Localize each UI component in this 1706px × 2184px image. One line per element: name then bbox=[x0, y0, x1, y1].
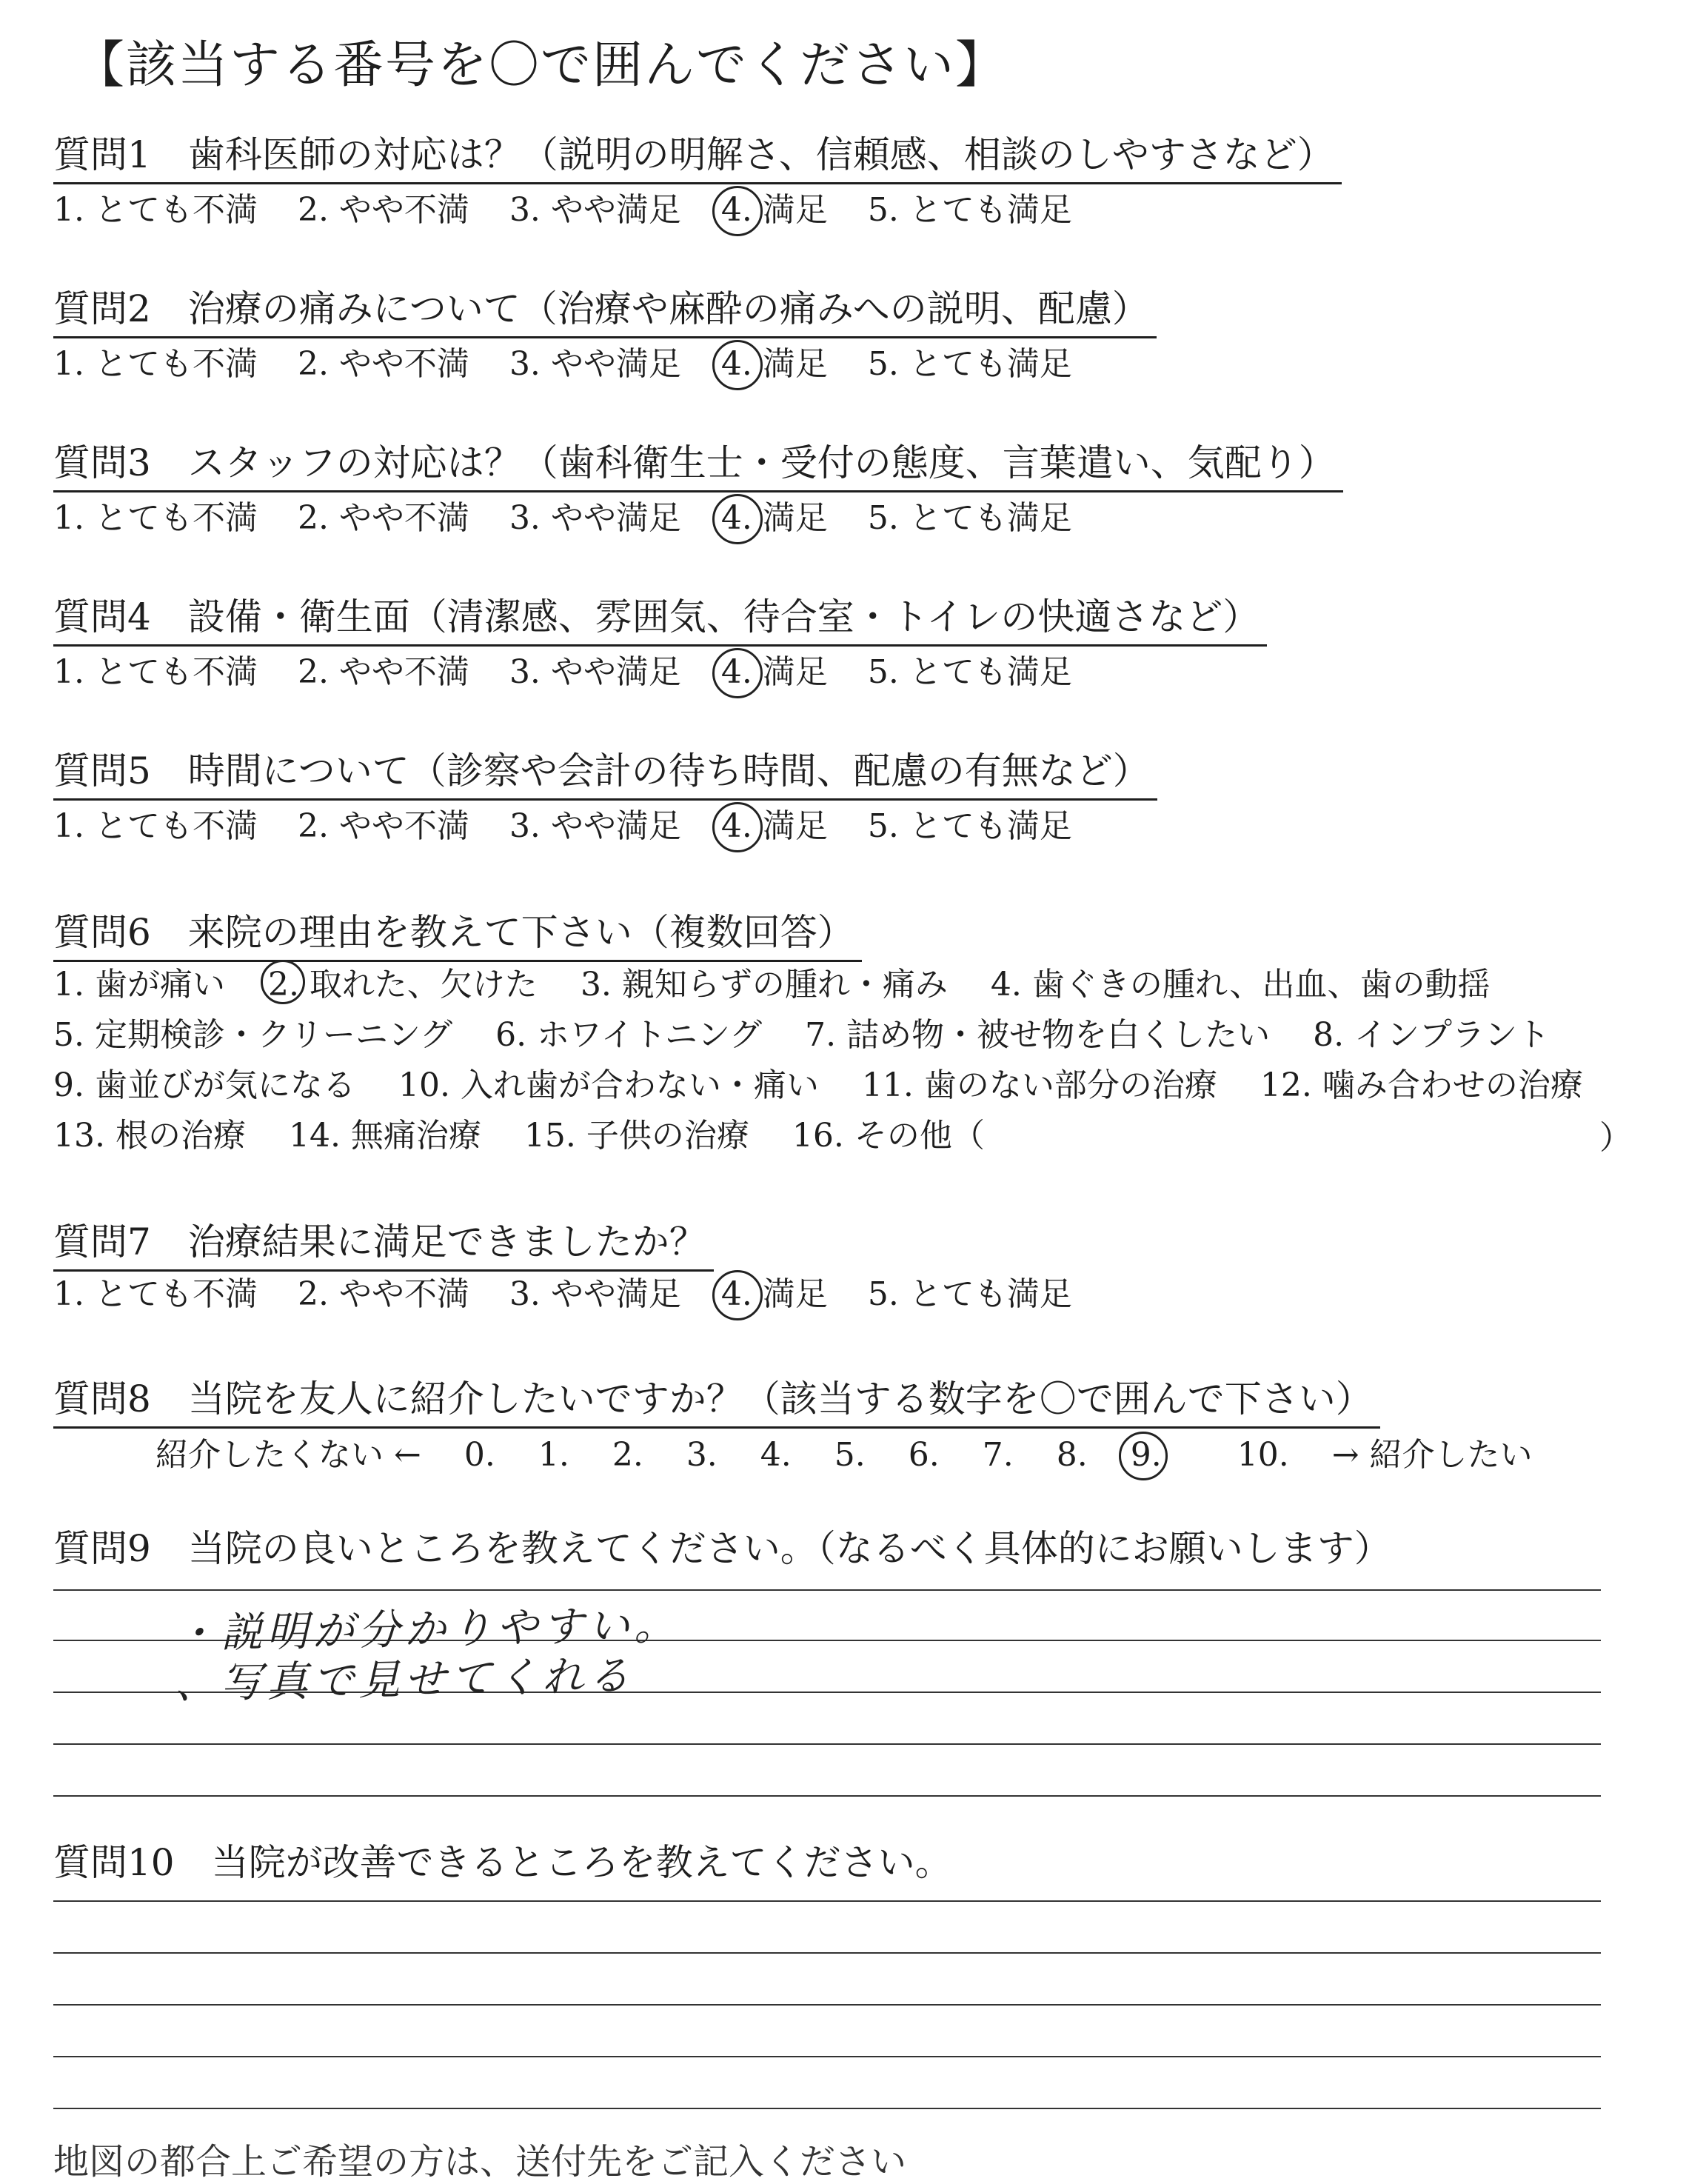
q6-options bbox=[53, 960, 1616, 1161]
q6-option-15[interactable]: 15. 子供の治療 bbox=[523, 1117, 749, 1155]
q9-title: 質問9 当院の良いところを教えてください。（なるべく具体的にお願いします） bbox=[53, 1527, 1391, 1570]
selection-circle bbox=[712, 186, 763, 236]
selection-circle bbox=[712, 802, 763, 852]
q2-option-2[interactable]: 2. やや不満 bbox=[297, 345, 469, 383]
page-title: 【該当する番号を〇で囲んでください】 bbox=[74, 36, 1008, 95]
q3-title: 質問3 スタッフの対応は？（歯科衛生士・受付の態度、言葉遣い、気配り） bbox=[53, 435, 1343, 492]
q8-option-0[interactable]: 0. bbox=[464, 1436, 495, 1474]
q3-option-5[interactable]: 5. とても満足 bbox=[867, 499, 1072, 537]
q6-option-6[interactable]: 6. ホワイトニング bbox=[495, 1016, 763, 1054]
selection-circle bbox=[712, 340, 763, 390]
q2-option-1[interactable]: 1. とても不満 bbox=[53, 345, 258, 383]
q5-options bbox=[53, 804, 1102, 849]
answer-line bbox=[53, 1589, 1601, 1591]
q5-option-3[interactable]: 3. やや満足 bbox=[509, 807, 681, 845]
q9-handwritten-answer[interactable]: 、写真で見せてくれる bbox=[174, 1652, 635, 1709]
q5-option-5[interactable]: 5. とても満足 bbox=[867, 807, 1072, 845]
q6-option-10[interactable]: 10. 入れ歯が合わない・痛い bbox=[398, 1066, 819, 1104]
q3-option-1[interactable]: 1. とても不満 bbox=[53, 499, 258, 537]
q2-option-3[interactable]: 3. やや満足 bbox=[509, 345, 681, 383]
q8-title: 質問8 当院を友人に紹介したいですか？（該当する数字を〇で囲んで下さい） bbox=[53, 1372, 1380, 1429]
q10-title: 質問10 当院が改善できるところを教えてください。 bbox=[53, 1841, 952, 1884]
q6-option-8[interactable]: 8. インプラント bbox=[1313, 1016, 1551, 1054]
selection-circle bbox=[712, 1270, 763, 1320]
q4-option-5[interactable]: 5. とても満足 bbox=[867, 653, 1072, 691]
q8-right-label: → 紹介したい bbox=[1331, 1436, 1533, 1474]
q1-option-1[interactable]: 1. とても不満 bbox=[53, 191, 258, 229]
q8-option-6[interactable]: 6. bbox=[908, 1436, 940, 1474]
q7-options bbox=[53, 1272, 1102, 1317]
answer-line bbox=[53, 1795, 1601, 1797]
q6-title: 質問6 来院の理由を教えて下さい（複数回答） bbox=[53, 905, 862, 962]
q4-option-4[interactable]: 4. 満足 bbox=[721, 650, 828, 695]
q4-option-1[interactable]: 1. とても不満 bbox=[53, 653, 258, 691]
q7-option-4[interactable]: 4. 満足 bbox=[721, 1272, 828, 1317]
q8-option-7[interactable]: 7. bbox=[982, 1436, 1014, 1474]
q6-option-13[interactable]: 13. 根の治療 bbox=[53, 1117, 246, 1155]
q4-options bbox=[53, 650, 1102, 695]
answer-line bbox=[53, 2004, 1601, 2006]
answer-line bbox=[53, 1900, 1601, 1902]
q2-title: 質問2 治療の痛みについて（治療や麻酔の痛みへの説明、配慮） bbox=[53, 281, 1157, 338]
q5-title: 質問5 時間について（診察や会計の待ち時間、配慮の有無など） bbox=[53, 744, 1157, 801]
answer-line bbox=[53, 2056, 1601, 2057]
answer-line bbox=[53, 1743, 1601, 1745]
q2-option-4[interactable]: 4. 満足 bbox=[721, 342, 828, 387]
q6-option-5[interactable]: 5. 定期検診・クリーニング bbox=[53, 1016, 453, 1054]
q1-option-3[interactable]: 3. やや満足 bbox=[509, 191, 681, 229]
q5-option-4[interactable]: 4. 満足 bbox=[721, 804, 828, 849]
q3-option-4[interactable]: 4. 満足 bbox=[721, 496, 828, 541]
q7-option-5[interactable]: 5. とても満足 bbox=[867, 1275, 1072, 1313]
q5-option-2[interactable]: 2. やや不満 bbox=[297, 807, 469, 845]
q1-title: 質問1 歯科医師の対応は？（説明の明解さ、信頼感、相談のしやすさなど） bbox=[53, 127, 1342, 184]
q7-option-2[interactable]: 2. やや不満 bbox=[297, 1275, 469, 1313]
q6-row bbox=[53, 1111, 1616, 1161]
selection-circle bbox=[712, 494, 763, 544]
q8-option-10[interactable]: 10. bbox=[1237, 1436, 1289, 1474]
footer-note: 地図の都合上ご希望の方は、送付先をご記入ください bbox=[53, 2141, 907, 2183]
q1-options bbox=[53, 188, 1102, 233]
q8-option-3[interactable]: 3. bbox=[686, 1436, 717, 1474]
q6-option-3[interactable]: 3. 親知らずの腫れ・痛み bbox=[580, 966, 948, 1003]
q3-option-2[interactable]: 2. やや不満 bbox=[297, 499, 469, 537]
q3-options bbox=[53, 496, 1102, 541]
q7-option-1[interactable]: 1. とても不満 bbox=[53, 1275, 258, 1313]
q7-option-3[interactable]: 3. やや満足 bbox=[509, 1275, 681, 1313]
q6-row bbox=[53, 1010, 1616, 1061]
q2-options bbox=[53, 342, 1102, 387]
q5-option-1[interactable]: 1. とても不満 bbox=[53, 807, 258, 845]
q6-option-12[interactable]: 12. 噛み合わせの治療 bbox=[1260, 1066, 1583, 1104]
answer-line bbox=[53, 1952, 1601, 1954]
q9-handwritten-answer[interactable]: ・説明が分かりやすい。 bbox=[174, 1601, 680, 1658]
q3-option-3[interactable]: 3. やや満足 bbox=[509, 499, 681, 537]
q4-option-2[interactable]: 2. やや不満 bbox=[297, 653, 469, 691]
q6-option-16[interactable]: 16. その他（ bbox=[792, 1117, 985, 1155]
q7-title: 質問7 治療結果に満足できましたか？ bbox=[53, 1215, 714, 1272]
q1-option-5[interactable]: 5. とても満足 bbox=[867, 191, 1072, 229]
q6-row bbox=[53, 960, 1616, 1010]
q8-left-label: 紹介したくない ← bbox=[155, 1436, 421, 1474]
q8-option-5[interactable]: 5. bbox=[834, 1436, 866, 1474]
q1-option-2[interactable]: 2. やや不満 bbox=[297, 191, 469, 229]
q4-option-3[interactable]: 3. やや満足 bbox=[509, 653, 681, 691]
q6-option-14[interactable]: 14. 無痛治療 bbox=[288, 1117, 481, 1155]
q6-option-4[interactable]: 4. 歯ぐきの腫れ、出血、歯の動揺 bbox=[990, 966, 1491, 1003]
q8-option-8[interactable]: 8. bbox=[1056, 1436, 1088, 1474]
q6-row bbox=[53, 1061, 1616, 1111]
q8-option-1[interactable]: 1. bbox=[538, 1436, 569, 1474]
q4-title: 質問4 設備・衛生面（清潔感、雰囲気、待合室・トイレの快適さなど） bbox=[53, 590, 1267, 647]
q6-option-7[interactable]: 7. 詰め物・被せ物を白くしたい bbox=[805, 1016, 1271, 1054]
q1-option-4[interactable]: 4. 満足 bbox=[721, 188, 828, 233]
q8-option-9[interactable]: 9. bbox=[1131, 1436, 1194, 1474]
selection-circle bbox=[712, 648, 763, 698]
q8-option-4[interactable]: 4. bbox=[760, 1436, 792, 1474]
q6-option-1[interactable]: 1. 歯が痛い bbox=[53, 966, 225, 1003]
selection-circle bbox=[261, 960, 305, 1004]
answer-line bbox=[53, 2108, 1601, 2109]
q8-scale bbox=[155, 1428, 1565, 1475]
q6-other-close: ） bbox=[1599, 1119, 1632, 1157]
q6-option-9[interactable]: 9. 歯並びが気になる bbox=[53, 1066, 355, 1104]
q8-option-2[interactable]: 2. bbox=[612, 1436, 643, 1474]
q2-option-5[interactable]: 5. とても満足 bbox=[867, 345, 1072, 383]
q6-option-11[interactable]: 11. 歯のない部分の治療 bbox=[861, 1066, 1217, 1104]
q6-option-2[interactable]: 2. 取れた、欠けた bbox=[268, 960, 538, 1010]
